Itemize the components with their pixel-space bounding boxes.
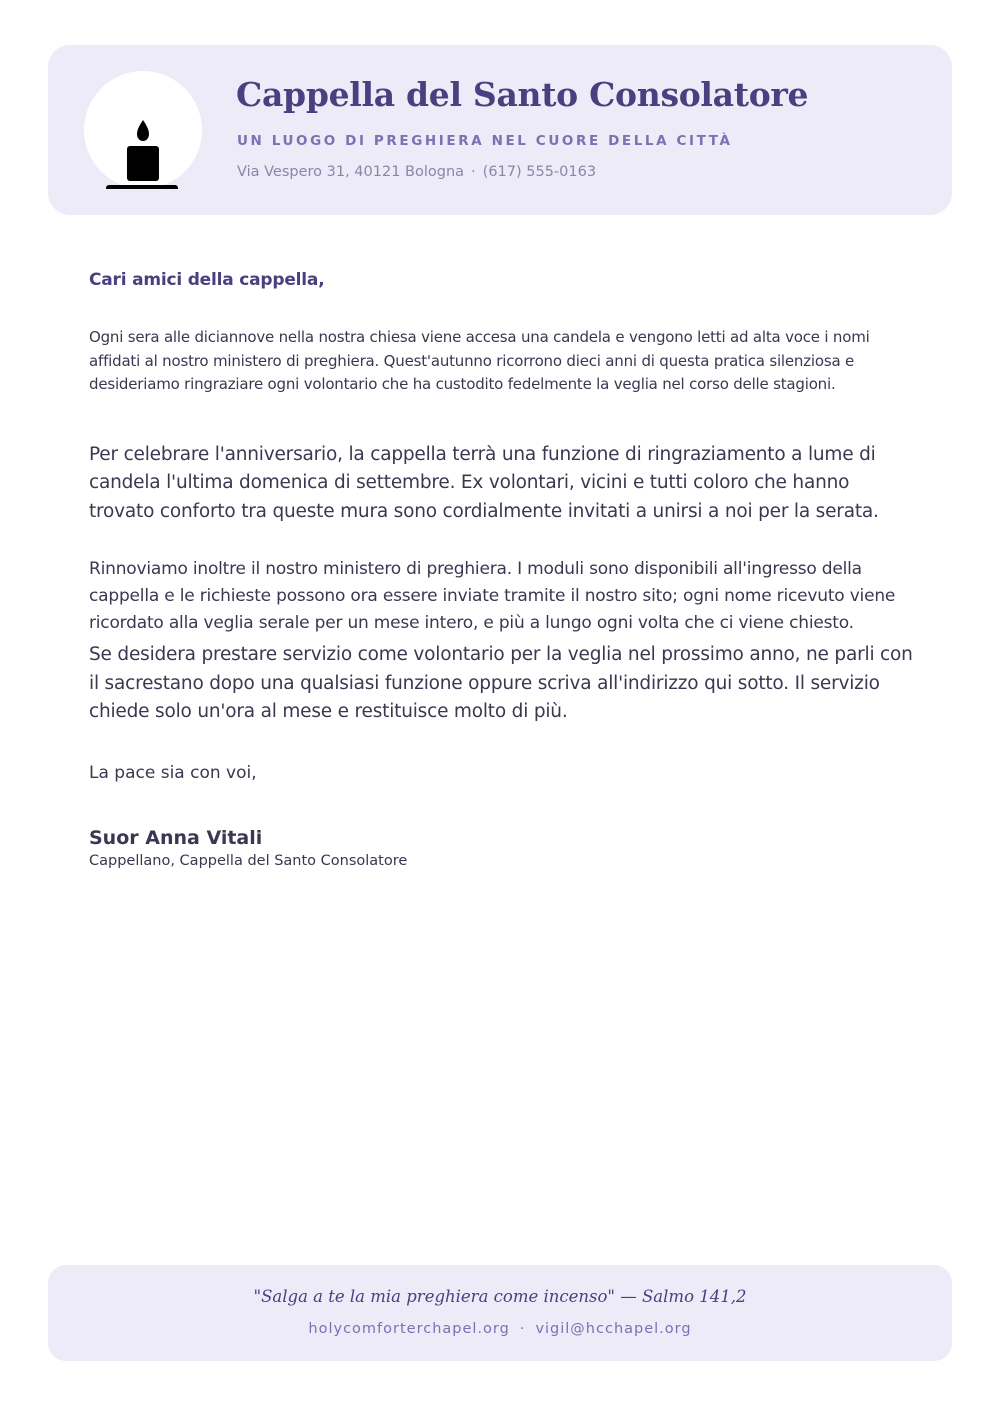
footer-links <box>48 1321 952 1337</box>
signature-title: Cappellano, Cappella del Santo Consolatore <box>89 852 408 869</box>
paragraph-volunteer: Se desidera prestare servizio come volontario per la veglia nel prossimo anno, ne parli con il sacrestano dopo una qualsiasi funzione oppure scriva all'indirizzo qui sotto. Il servizio chiede solo un'ora al mese e restituisce molto di più. <box>89 644 913 722</box>
address: Via Vespero 31, 40121 Bologna <box>237 164 465 180</box>
website-link[interactable]: holycomforterchapel.org <box>308 1321 510 1337</box>
closing: La pace sia con voi, <box>89 762 257 783</box>
signature-name: Suor Anna Vitali <box>89 826 263 849</box>
letter-body <box>89 270 919 869</box>
contact-line <box>237 164 596 180</box>
salutation: Cari amici della cappella, <box>89 270 325 290</box>
paragraph-intro: Ogni sera alle diciannove nella nostra chiesa viene accesa una candela e vengono letti ad alta voce i nomi affidati al nostro ministero di preghiera. Quest'autunno ricorrono dieci anni di questa pratica silenziosa e desideriamo ringraziare ogni volontario che ha custodito fedelmente la veglia nel corso delle stagioni. <box>89 328 870 393</box>
contact-separator: · <box>471 164 476 180</box>
paragraph-anniversary: Per celebrare l'anniversario, la cappella terrà una funzione di ringraziamento a lume di candela l'ultima domenica di settembre. Ex volontari, vicini e tutti coloro che hanno trovato conforto tra queste mura sono cordialmente invitati a unirsi a noi per la serata. <box>89 443 879 522</box>
footer-quote: "Salga a te la mia preghiera come incenso" — Salmo 141,2 <box>253 1287 747 1306</box>
candle-icon <box>84 71 202 189</box>
tagline: UN LUOGO DI PREGHIERA NEL CUORE DELLA CITTÀ <box>237 133 733 149</box>
footer-separator: · <box>519 1321 526 1337</box>
email-link[interactable]: vigil@hcchapel.org <box>535 1321 692 1337</box>
logo-badge <box>84 71 202 189</box>
phone-number[interactable]: (617) 555-0163 <box>482 164 597 180</box>
letterhead <box>48 45 952 215</box>
footer <box>48 1265 952 1361</box>
chapel-name: Cappella del Santo Consolatore <box>236 75 809 114</box>
paragraph-prayer-ministry: Rinnoviamo inoltre il nostro ministero di preghiera. I moduli sono disponibili all'ingresso della cappella e le richieste possono ora essere inviate tramite il nostro sito; ogni nome ricevuto viene ricordato alla veglia serale per un mese intero, e più a lungo ogni volta che ci viene chiesto. <box>89 559 896 633</box>
